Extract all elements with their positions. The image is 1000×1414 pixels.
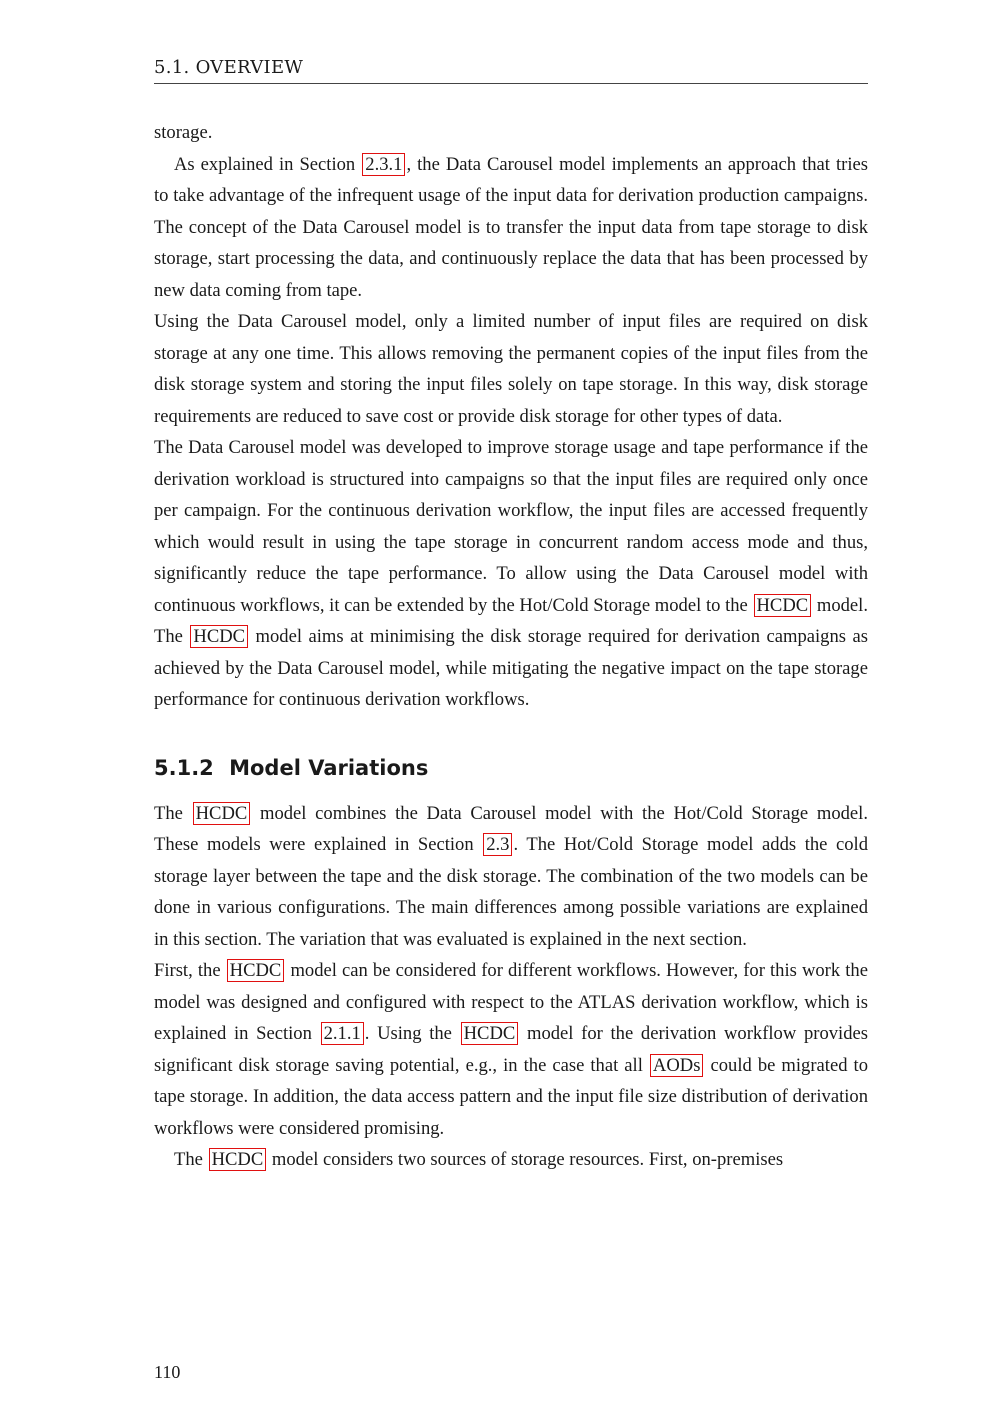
section-title: Model Variations xyxy=(229,755,429,780)
paragraph-text: model can be considered for different workflows. However, for this work the model was designed and configured with respect to the ATLAS derivation workflow, which is explained in Section xyxy=(154,960,868,1044)
paragraph-text: model aims at minimising the disk storage required for derivation campaigns as achieved by the Data Carousel model, while mitigating the negative impact on the tape storage performance for continuous derivation workflows. xyxy=(154,626,868,710)
paragraph-text: The xyxy=(154,802,192,824)
paragraph-workflows xyxy=(154,955,868,1144)
section-ref-link[interactable]: 2.3.1 xyxy=(362,153,405,176)
paragraph-text: First, the xyxy=(154,960,226,981)
paragraph-text: . The Hot/Cold Storage model adds the cold storage layer between the tape and the disk storage. The combination of the two models can be done in various configurations. The main differences among possible variations are explained in this section. The variation that was evaluated is explained in the next section. xyxy=(154,834,869,950)
paragraph-text: storage. xyxy=(154,122,213,143)
acronym-link-hcdc[interactable]: HCDC xyxy=(227,959,285,982)
paragraph-text: model for the derivation workflow provides significant disk storage saving potential, e.g., in the case that all xyxy=(154,1023,868,1076)
section-ref-link[interactable]: 2.1.1 xyxy=(321,1022,364,1045)
page-number: 110 xyxy=(154,1362,181,1382)
paragraph-text: model considers two sources of storage resources. First, on-premises xyxy=(267,1149,784,1170)
body-text xyxy=(154,117,868,1176)
section-number: 5.1.2 xyxy=(154,755,214,780)
acronym-link-hcdc[interactable]: HCDC xyxy=(754,594,812,617)
acronym-link-hcdc[interactable]: HCDC xyxy=(209,1148,267,1171)
section-ref-link[interactable]: 2.3 xyxy=(483,833,512,856)
acronym-link-hcdc[interactable]: HCDC xyxy=(461,1022,519,1045)
acronym-link-hcdc[interactable]: HCDC xyxy=(193,802,251,825)
paragraph-text: , the Data Carousel model implements an approach that tries to take advantage of the infrequent usage of the input data for derivation production campaigns. The concept of the Data Carousel model is to transfer the input data from tape storage to disk storage, start processing the data, and continuously replace the data that has been processed by new data coming from tape. xyxy=(154,153,868,301)
section-heading xyxy=(154,754,868,782)
paragraph-continued xyxy=(154,117,868,149)
paragraph-text: As explained in Section xyxy=(174,153,362,175)
paragraph-text: model combines the Data Carousel model with the Hot/Cold Storage model. These models were explained in Section xyxy=(154,802,868,855)
paragraph-tape-performance xyxy=(154,432,868,716)
paragraph-text: The Data Carousel model was developed to improve storage usage and tape performance if the derivation workload is structured into campaigns so that the input files are required only once per campaign. For the continuous derivation workflow, the input files are accessed frequently which would result in using the tape storage in concurrent random access mode and thus, significantly reduce the tape performance. To allow using the Data Carousel model with continuous workflows, it can be extended by the Hot/Cold Storage model to the xyxy=(154,437,868,616)
paragraph-text: The xyxy=(174,1149,208,1170)
paragraph-text: Using the Data Carousel model, only a limited number of input files are required on disk storage at any one time. This allows removing the permanent copies of the input files from the disk storage system and storing the input files solely on tape storage. In this way, disk storage requirements are reduced to save cost or provide disk storage for other types of data. xyxy=(154,311,868,427)
paragraph-text: model. The xyxy=(154,594,868,647)
paragraph-disk-usage xyxy=(154,306,868,432)
acronym-link-hcdc[interactable]: HCDC xyxy=(190,625,248,648)
paragraph-text: could be migrated to tape storage. In addition, the data access pattern and the input file size distribution of derivation workflows were considered promising. xyxy=(154,1054,868,1139)
acronym-link-aods[interactable]: AODs xyxy=(650,1054,704,1077)
paragraph-text: . Using the xyxy=(364,1023,460,1044)
paragraph-model-combination xyxy=(154,798,868,956)
running-header: 5.1. OVERVIEW xyxy=(154,57,868,84)
paragraph-storage-sources xyxy=(154,1144,868,1176)
paragraph-data-carousel-intro xyxy=(154,149,868,307)
